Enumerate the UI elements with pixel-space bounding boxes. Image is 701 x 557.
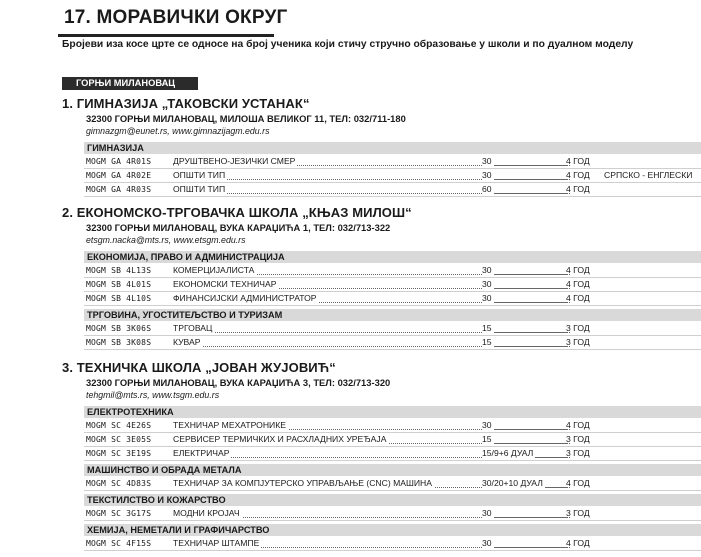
program-count: [482, 292, 567, 305]
program-row: [84, 155, 701, 169]
program-code: MOGM SC 4F15S: [86, 539, 152, 548]
school-address: 32300 ГОРЊИ МИЛАНОВАЦ, ВУКА КАРАЏИЋА 3, ТЕЛ: 032/713-320: [86, 377, 391, 388]
dotted-leader: [482, 165, 567, 166]
program-profile-text: МОДНИ КРОЈАЧ: [173, 508, 240, 518]
dotted-leader: [482, 332, 567, 333]
program-count: [482, 477, 567, 490]
program-row: [84, 292, 701, 306]
school-contact[interactable]: tehgmil@mts.rs, www.tsgm.edu.rs: [86, 390, 220, 400]
program-code: MOGM SB 3K06S: [86, 324, 152, 333]
field-header: ХЕМИЈА, НЕМЕТАЛИ И ГРАФИЧАРСТВО: [84, 524, 701, 536]
program-code: MOGM SB 4L01S: [86, 280, 152, 289]
dotted-leader: [482, 193, 567, 194]
dotted-leader: [482, 346, 567, 347]
program-row: [84, 336, 701, 350]
program-duration: 3 ГОД: [566, 323, 590, 333]
school-name: 3. ТЕХНИЧКА ШКОЛА „ЈОВАН ЖУЈОВИЋ“: [62, 360, 336, 375]
program-code: MOGM SB 4L13S: [86, 266, 152, 275]
dotted-leader: [482, 274, 567, 275]
school-address: 32300 ГОРЊИ МИЛАНОВАЦ, МИЛОША ВЕЛИКОГ 11, ТЕЛ: 032/711-180: [86, 113, 406, 124]
program-duration: 4 ГОД: [566, 184, 590, 194]
program-row: [84, 507, 701, 521]
dotted-leader: [482, 302, 567, 303]
program-code: MOGM SB 3K08S: [86, 338, 152, 347]
program-count: [482, 322, 567, 335]
program-count: [482, 537, 567, 550]
program-count: [482, 264, 567, 277]
field-header: ТЕКСТИЛСТВО И КОЖАРСТВО: [84, 494, 701, 506]
program-duration: 3 ГОД: [566, 337, 590, 347]
field-header: ЕЛЕКТРОТЕХНИКА: [84, 406, 701, 418]
program-count: [482, 183, 567, 196]
program-count: [482, 507, 567, 520]
program-row: [84, 322, 701, 336]
program-count-text: 30: [482, 538, 492, 548]
school-contact[interactable]: etsgm.nacka@mts.rs, www.etsgm.edu.rs: [86, 235, 246, 245]
program-row: [84, 419, 701, 433]
program-count-text: 30: [482, 156, 492, 166]
dotted-leader: [482, 517, 567, 518]
program-language: СРПСКО - ЕНГЛЕСКИ: [604, 170, 693, 180]
program-duration: 3 ГОД: [566, 434, 590, 444]
program-profile-text: ТРГОВАЦ: [173, 323, 213, 333]
program-profile-text: ОПШТИ ТИП: [173, 184, 226, 194]
dotted-leader: [482, 443, 567, 444]
dotted-leader: [482, 547, 567, 548]
program-code: MOGM GA 4R01S: [86, 157, 152, 166]
program-row: [84, 264, 701, 278]
page-title: 17. МОРАВИЧКИ ОКРУГ: [64, 7, 288, 28]
program-code: MOGM SC 4E26S: [86, 421, 152, 430]
program-duration: 3 ГОД: [566, 508, 590, 518]
program-count: [482, 155, 567, 168]
program-profile-text: ТЕХНИЧАР ЗА КОМПЈУТЕРСКО УПРАВЉАЊЕ (CNC) МАШИНА: [173, 478, 432, 488]
program-count-text: 30: [482, 279, 492, 289]
school-name: 1. ГИМНАЗИЈА „ТАКОВСКИ УСТАНАК“: [62, 96, 310, 111]
dotted-leader: [482, 429, 567, 430]
program-profile-text: ЕЛЕКТРИЧАР: [173, 448, 230, 458]
program-count-text: 15: [482, 337, 492, 347]
program-profile-text: КОМЕРЦИЈАЛИСТА: [173, 265, 255, 275]
region-label: ГОРЊИ МИЛАНОВАЦ: [62, 77, 198, 90]
field-header: МАШИНСТВО И ОБРАДА МЕТАЛА: [84, 464, 701, 476]
program-count: [482, 447, 567, 460]
program-duration: 4 ГОД: [566, 293, 590, 303]
program-count-text: 30: [482, 265, 492, 275]
program-row: [84, 169, 701, 183]
program-duration: 4 ГОД: [566, 420, 590, 430]
program-profile-text: ТЕХНИЧАР ШТАМПЕ: [173, 538, 260, 548]
program-code: MOGM SC 3E05S: [86, 435, 152, 444]
dotted-leader: [482, 179, 567, 180]
program-count: [482, 169, 567, 182]
program-duration: 4 ГОД: [566, 279, 590, 289]
program-count-text: 30: [482, 293, 492, 303]
program-code: MOGM SC 4D83S: [86, 479, 152, 488]
program-code: MOGM GA 4R02E: [86, 171, 152, 180]
program-profile-text: ФИНАНСИЈСКИ АДМИНИСТРАТОР: [173, 293, 317, 303]
program-row: [84, 278, 701, 292]
field-header: ТРГОВИНА, УГОСТИТЕЉСТВО И ТУРИЗАМ: [84, 309, 701, 321]
program-duration: 4 ГОД: [566, 538, 590, 548]
program-count: [482, 336, 567, 349]
school-contact[interactable]: gimnazgm@eunet.rs, www.gimnazijagm.edu.rs: [86, 126, 270, 136]
program-duration: 4 ГОД: [566, 265, 590, 275]
school-address: 32300 ГОРЊИ МИЛАНОВАЦ, ВУКА КАРАЏИЋА 1, ТЕЛ: 032/713-322: [86, 222, 391, 233]
program-code: MOGM SB 4L10S: [86, 294, 152, 303]
program-count-text: 60: [482, 184, 492, 194]
program-profile-text: ОПШТИ ТИП: [173, 170, 226, 180]
field-header: ЕКОНОМИЈА, ПРАВО И АДМИНИСТРАЦИЈА: [84, 251, 701, 263]
program-profile-text: СЕРВИСЕР ТЕРМИЧКИХ И РАСХЛАДНИХ УРЕЂАЈА: [173, 434, 387, 444]
program-duration: 4 ГОД: [566, 170, 590, 180]
program-row: [84, 183, 701, 197]
program-code: MOGM SC 3E19S: [86, 449, 152, 458]
program-count: [482, 433, 567, 446]
field-header: ГИМНАЗИЈА: [84, 142, 701, 154]
program-count-text: 15: [482, 434, 492, 444]
program-code: MOGM SC 3G17S: [86, 509, 152, 518]
page-header: [58, 4, 288, 37]
program-row: [84, 447, 701, 461]
program-row: [84, 433, 701, 447]
program-profile-text: КУВАР: [173, 337, 201, 347]
program-count: [482, 419, 567, 432]
program-count-text: 30/20+10 ДУАЛ: [482, 478, 543, 488]
program-profile-text: ТЕХНИЧАР МЕХАТРОНИКЕ: [173, 420, 286, 430]
school-name: 2. ЕКОНОМСКО-ТРГОВАЧКА ШКОЛА „КЊАЗ МИЛОШ“: [62, 205, 412, 220]
program-count: [482, 278, 567, 291]
program-count-text: 30: [482, 508, 492, 518]
program-count-text: 15: [482, 323, 492, 333]
page-subtitle: Бројеви иза косе црте се односе на број ученика који стичу стручно образовање у школи и по дуалном моделу: [62, 39, 634, 50]
dotted-leader: [482, 288, 567, 289]
program-profile-text: ДРУШТВЕНО-ЈЕЗИЧКИ СМЕР: [173, 156, 296, 166]
program-profile-text: ЕКОНОМСКИ ТЕХНИЧАР: [173, 279, 277, 289]
program-row: [84, 537, 701, 551]
program-duration: 4 ГОД: [566, 478, 590, 488]
program-count-text: 30: [482, 420, 492, 430]
program-code: MOGM GA 4R03S: [86, 185, 152, 194]
program-count-text: 30: [482, 170, 492, 180]
program-count-text: 15/9+6 ДУАЛ: [482, 448, 534, 458]
program-row: [84, 477, 701, 491]
program-duration: 4 ГОД: [566, 156, 590, 166]
program-duration: 3 ГОД: [566, 448, 590, 458]
